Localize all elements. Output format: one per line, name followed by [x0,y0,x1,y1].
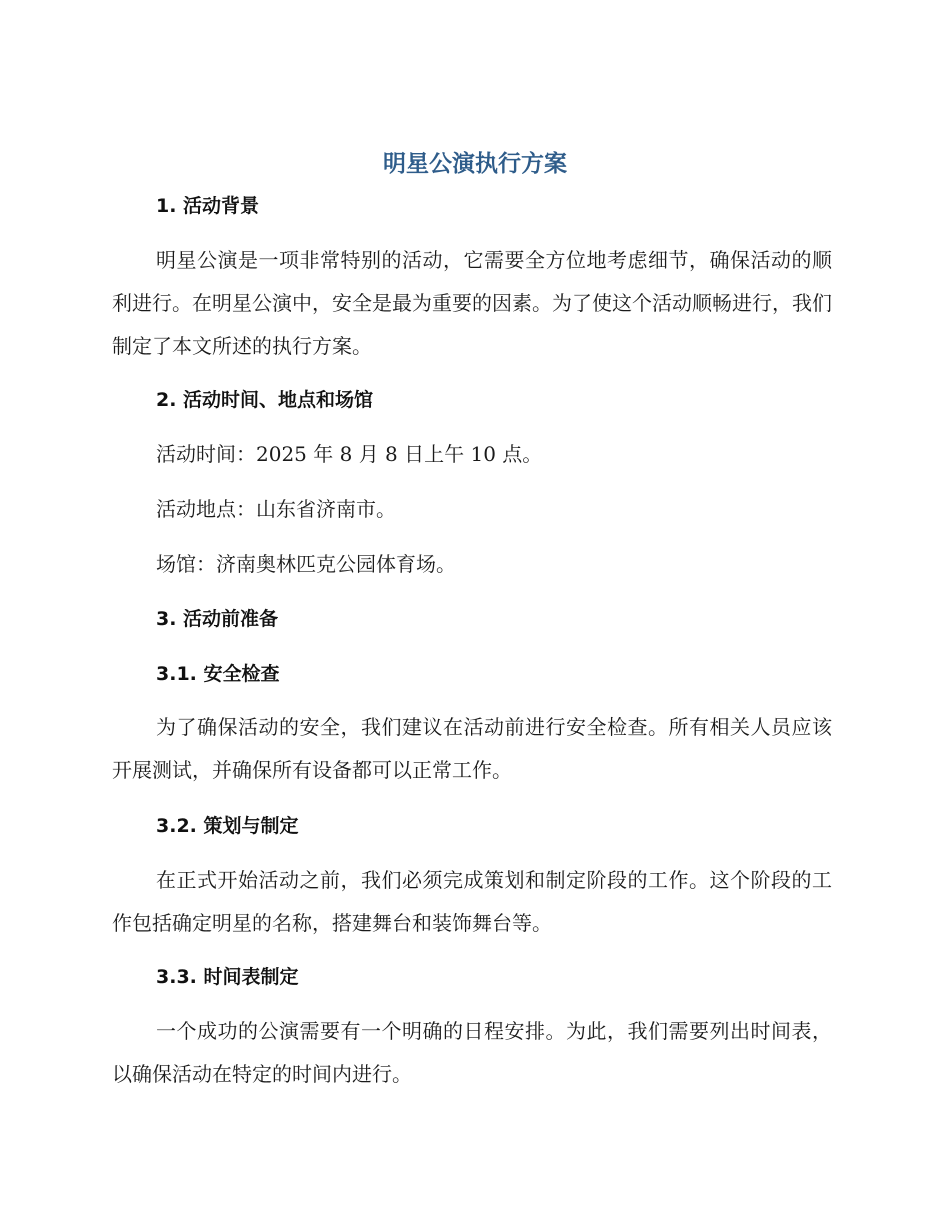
paragraph: 一个成功的公演需要有一个明确的日程安排。为此，我们需要列出时间表，以确保活动在特定的时间内进行。 [112,1019,832,1086]
section-3-2-body [112,859,832,945]
event-place: 活动地点：山东省济南市。 [156,497,396,521]
event-time-line [112,439,832,469]
paragraph: 明星公演是一项非常特别的活动，它需要全方位地考虑细节，确保活动的顺利进行。在明星公演中，安全是最为重要的因素。为了使这个活动顺畅进行，我们制定了本文所述的执行方案。 [112,248,832,358]
section-3-1-heading [112,659,832,689]
subsection-heading: 3.1. 安全检查 [156,663,280,685]
paragraph: 在正式开始活动之前，我们必须完成策划和制定阶段的工作。这个阶段的工作包括确定明星的名称，搭建舞台和装饰舞台等。 [112,868,832,935]
event-venue: 场馆：济南奥林匹克公园体育场。 [156,552,456,576]
section-3-2-heading [112,811,832,841]
section-2-heading [112,385,832,415]
subsection-heading: 3.3. 时间表制定 [156,966,299,988]
subsection-heading: 3.2. 策划与制定 [156,815,299,837]
section-heading: 1. 活动背景 [156,195,260,217]
section-1-body [112,239,832,368]
section-heading: 3. 活动前准备 [156,608,279,630]
section-3-heading [112,604,832,634]
section-1-heading [112,191,832,221]
section-3-1-body [112,706,832,792]
paragraph: 为了确保活动的安全，我们建议在活动前进行安全检查。所有相关人员应该开展测试，并确保所有设备都可以正常工作。 [112,715,832,782]
event-place-line [112,494,832,524]
event-time: 活动时间：2025 年 8 月 8 日上午 10 点。 [156,442,543,466]
event-venue-line [112,549,832,579]
section-3-3-heading [112,962,832,992]
section-heading: 2. 活动时间、地点和场馆 [156,389,374,411]
document-title: 明星公演执行方案 [383,151,567,177]
section-3-3-body [112,1010,832,1096]
